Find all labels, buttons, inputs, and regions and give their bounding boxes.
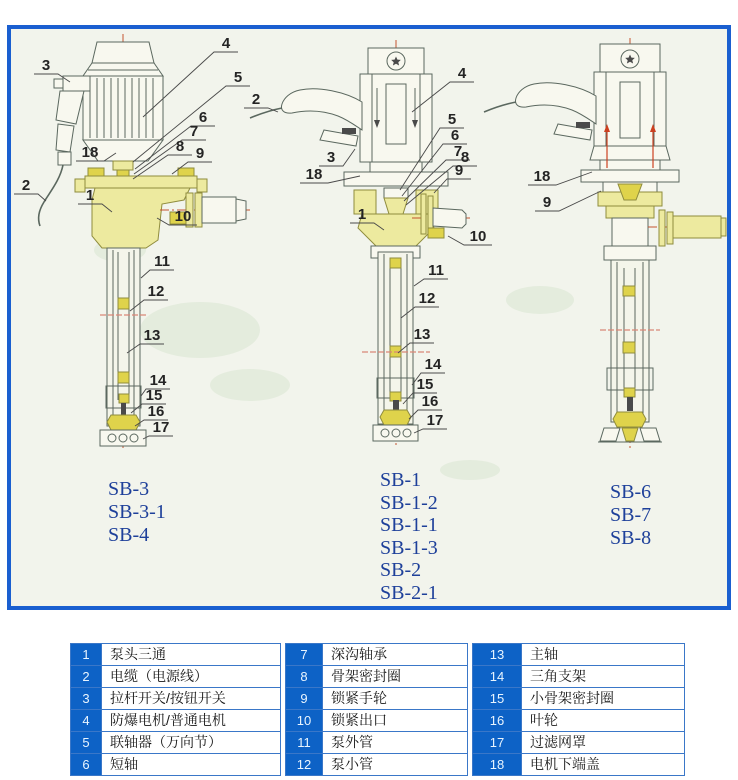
callout-label: 7 bbox=[453, 143, 463, 160]
table-row bbox=[286, 688, 468, 710]
part-number: 14 bbox=[473, 666, 522, 688]
callout-label: 10 bbox=[469, 228, 487, 245]
model-list-left bbox=[108, 478, 166, 546]
part-number: 18 bbox=[473, 754, 522, 776]
model-name: SB-7 bbox=[610, 504, 652, 526]
model-name: SB-1-3 bbox=[380, 537, 438, 559]
part-name: 防爆电机/普通电机 bbox=[102, 710, 281, 732]
table-row bbox=[473, 644, 685, 666]
part-name: 泵外管 bbox=[323, 732, 468, 754]
callout-label: 18 bbox=[305, 166, 323, 183]
callout-label: 18 bbox=[533, 168, 551, 185]
callout-label: 3 bbox=[41, 57, 51, 74]
part-name: 骨架密封圈 bbox=[323, 666, 468, 688]
table-row bbox=[473, 666, 685, 688]
part-name: 主轴 bbox=[522, 644, 685, 666]
callout-label: 5 bbox=[447, 111, 457, 128]
model-name: SB-1-1 bbox=[380, 514, 438, 536]
table-row bbox=[71, 732, 281, 754]
part-name: 锁紧出口 bbox=[323, 710, 468, 732]
callout-label: 16 bbox=[421, 393, 439, 410]
part-number: 13 bbox=[473, 644, 522, 666]
part-name: 联轴器（万向节） bbox=[102, 732, 281, 754]
callout-label: 15 bbox=[416, 376, 434, 393]
callout-label: 4 bbox=[221, 35, 231, 52]
part-number: 2 bbox=[71, 666, 102, 688]
table-row bbox=[286, 754, 468, 776]
parts-table-group-3 bbox=[472, 643, 685, 776]
pump-diagram-svg bbox=[11, 29, 727, 606]
table-row bbox=[71, 644, 281, 666]
callout-label: 14 bbox=[424, 356, 442, 373]
callout-label: 14 bbox=[149, 372, 167, 389]
part-number: 11 bbox=[286, 732, 323, 754]
callout-label: 7 bbox=[189, 123, 199, 140]
callout-label: 12 bbox=[418, 290, 436, 307]
part-name: 泵小管 bbox=[323, 754, 468, 776]
callout-label: 16 bbox=[147, 403, 165, 420]
model-list-right bbox=[610, 481, 651, 549]
pump-right-drawing bbox=[484, 38, 726, 448]
model-list-middle bbox=[380, 469, 438, 604]
callout-label: 9 bbox=[542, 194, 552, 211]
parts-table bbox=[70, 643, 685, 776]
callout-label: 11 bbox=[428, 262, 444, 279]
part-name: 泵头三通 bbox=[102, 644, 281, 666]
callout-label: 5 bbox=[233, 69, 243, 86]
table-row bbox=[473, 688, 685, 710]
model-name: SB-1-2 bbox=[380, 492, 438, 514]
callout-label: 3 bbox=[326, 149, 336, 166]
callout-label: 1 bbox=[357, 206, 367, 223]
part-number: 8 bbox=[286, 666, 323, 688]
callout-label: 1 bbox=[85, 187, 95, 204]
part-number: 6 bbox=[71, 754, 102, 776]
part-number: 15 bbox=[473, 688, 522, 710]
callout-label: 9 bbox=[195, 145, 205, 162]
callout-label: 4 bbox=[457, 65, 467, 82]
model-name: SB-2-1 bbox=[380, 582, 438, 604]
callout-label: 9 bbox=[454, 162, 464, 179]
part-name: 三角支架 bbox=[522, 666, 685, 688]
model-name: SB-4 bbox=[108, 524, 150, 546]
callout-label: 8 bbox=[460, 149, 470, 166]
callout-label: 17 bbox=[152, 419, 170, 436]
table-row bbox=[286, 644, 468, 666]
model-name: SB-2 bbox=[380, 559, 422, 581]
part-name: 电缆（电源线） bbox=[102, 666, 281, 688]
table-row bbox=[473, 732, 685, 754]
callout-label: 13 bbox=[413, 326, 431, 343]
part-number: 17 bbox=[473, 732, 522, 754]
parts-table-group-2 bbox=[285, 643, 468, 776]
part-name: 小骨架密封圈 bbox=[522, 688, 685, 710]
callout-label: 17 bbox=[426, 412, 444, 429]
callout-label: 10 bbox=[174, 208, 192, 225]
callout-label: 11 bbox=[154, 253, 170, 270]
part-name: 电机下端盖 bbox=[522, 754, 685, 776]
diagram-panel bbox=[7, 25, 731, 610]
table-row bbox=[286, 710, 468, 732]
part-name: 拉杆开关/按钮开关 bbox=[102, 688, 281, 710]
part-name: 叶轮 bbox=[522, 710, 685, 732]
part-number: 4 bbox=[71, 710, 102, 732]
parts-table-group-1 bbox=[70, 643, 281, 776]
part-number: 16 bbox=[473, 710, 522, 732]
part-number: 9 bbox=[286, 688, 323, 710]
part-number: 10 bbox=[286, 710, 323, 732]
callout-label: 2 bbox=[21, 177, 31, 194]
callout-label: 15 bbox=[145, 387, 163, 404]
model-name: SB-6 bbox=[610, 481, 652, 503]
table-row bbox=[71, 710, 281, 732]
callout-label: 13 bbox=[143, 327, 161, 344]
part-number: 7 bbox=[286, 644, 323, 666]
table-row bbox=[71, 688, 281, 710]
part-name: 过滤网罩 bbox=[522, 732, 685, 754]
part-number: 3 bbox=[71, 688, 102, 710]
part-number: 5 bbox=[71, 732, 102, 754]
callout-label: 6 bbox=[198, 109, 208, 126]
model-name: SB-3-1 bbox=[108, 501, 166, 523]
paper-stains bbox=[94, 238, 574, 480]
callout-label: 12 bbox=[147, 283, 165, 300]
model-name: SB-3 bbox=[108, 478, 150, 500]
callout-label: 2 bbox=[251, 91, 261, 108]
part-number: 1 bbox=[71, 644, 102, 666]
table-row bbox=[71, 666, 281, 688]
callout-label: 8 bbox=[175, 138, 185, 155]
part-number: 12 bbox=[286, 754, 323, 776]
part-name: 短轴 bbox=[102, 754, 281, 776]
model-name: SB-8 bbox=[610, 527, 652, 549]
table-row bbox=[286, 666, 468, 688]
table-row bbox=[473, 754, 685, 776]
model-name: SB-1 bbox=[380, 469, 422, 491]
callout-label: 6 bbox=[450, 127, 460, 144]
table-row bbox=[71, 754, 281, 776]
part-name: 深沟轴承 bbox=[323, 644, 468, 666]
callout-label: 18 bbox=[81, 144, 99, 161]
table-row bbox=[473, 710, 685, 732]
part-name: 锁紧手轮 bbox=[323, 688, 468, 710]
table-row bbox=[286, 732, 468, 754]
